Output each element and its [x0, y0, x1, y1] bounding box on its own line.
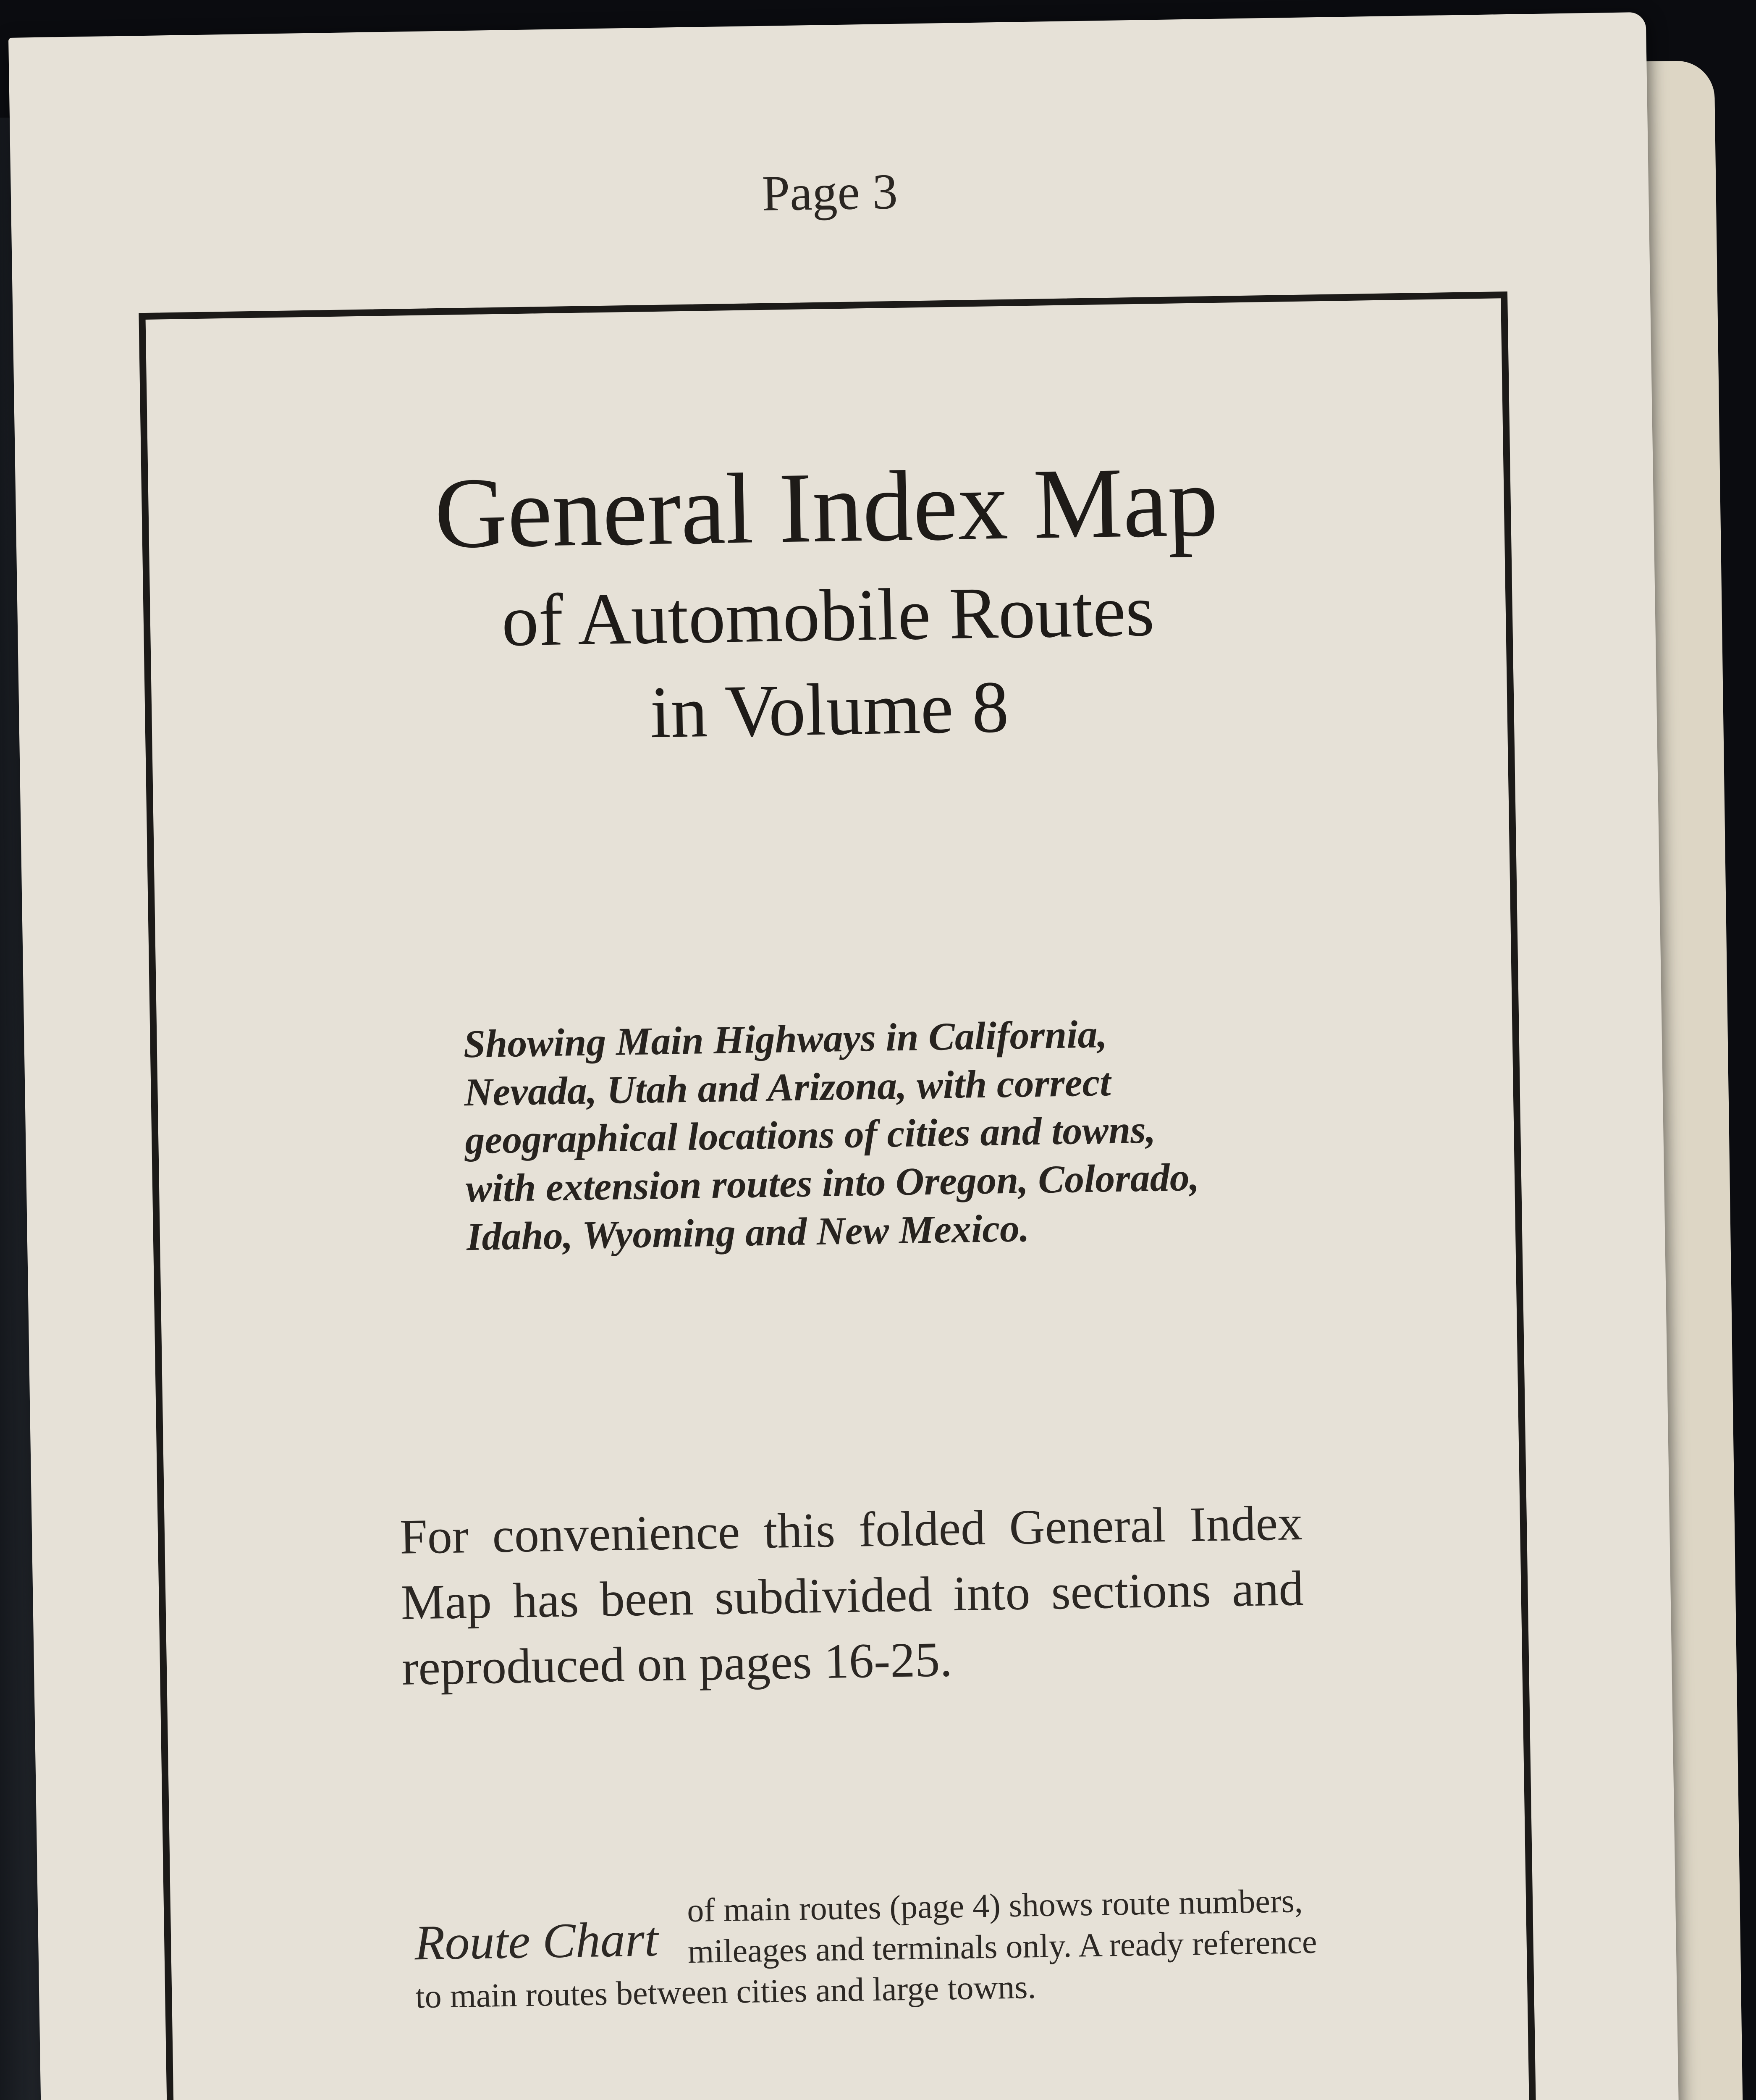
- title-line-3: in Volume 8: [649, 666, 1009, 753]
- page-sheet: [8, 12, 1692, 2100]
- title-line-1: General Index Map: [433, 445, 1219, 570]
- entry-description: of main routes (page 4) shows route numbers, mileages and terminals only. A ready reference to main routes between cities and large towns.: [415, 1882, 1318, 2016]
- title-line-2: of Automobile Routes: [501, 570, 1155, 662]
- subtitle-paragraph: Showing Main Highways in California, Nevada, Utah and Arizona, with correct geographical locations of cities and towns, with extension routes into Oregon, Colorado, Idaho, Wyoming and New Mexico.: [463, 1012, 1200, 1259]
- page-number: Page 3: [761, 163, 898, 221]
- content-frame: [139, 291, 1546, 2100]
- page-title: [148, 441, 1508, 761]
- convenience-note: For convenience this folded General Index Map has been subdivided into sections and reproduced on pages 16-25.: [399, 1495, 1304, 1696]
- entry-term: Route Chart: [414, 1911, 659, 1971]
- entry-route-chart: [414, 1881, 1318, 2018]
